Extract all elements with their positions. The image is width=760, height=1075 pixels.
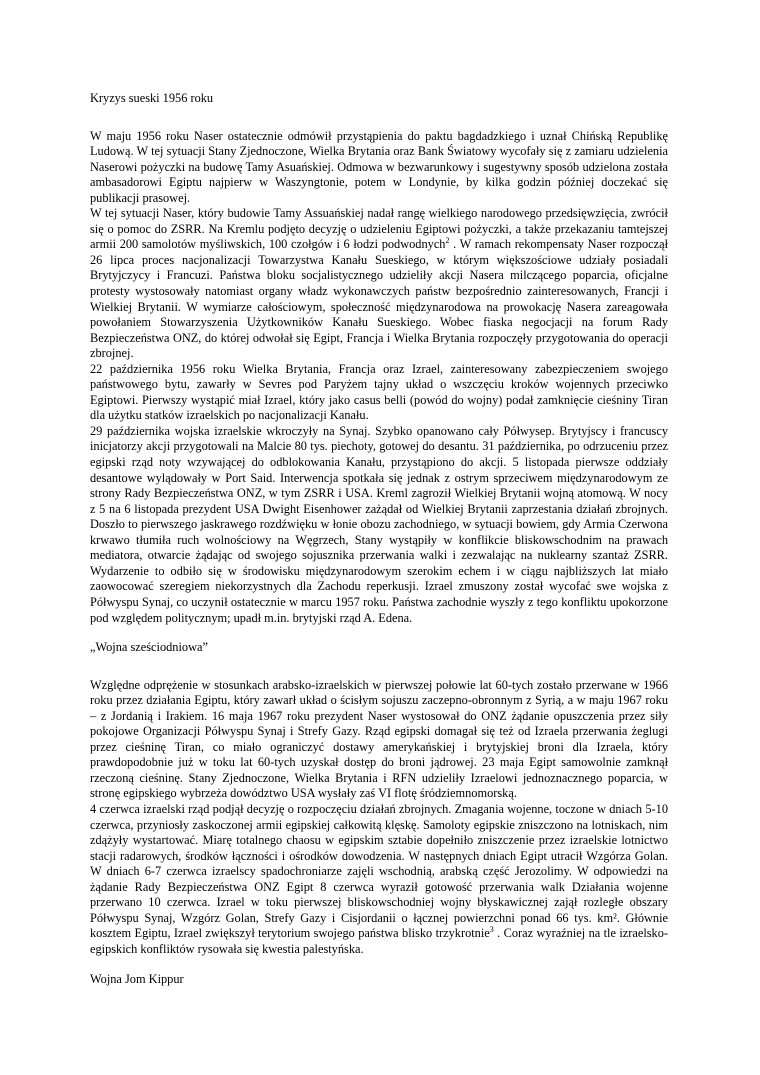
paragraph-text: . W ramach rekompensaty Naser rozpoczął 26 lipca proces nacjonalizacji Towarzystwa Kanału Sueskiego, w którym większościowe udziały posiadali Brytyjczycy i Francuzi. Państwa bloku socjalistycznego udzieliły akcji Nasera milczącego poparcia, oficjalne protesty wystosowały natomiast organy władz wykonawczych państw bezpośrednio zainteresowanych, Francji i Wielkiej Brytanii. W wymiarze całościowym, społeczność międzynarodowa na prowokację Nasera zareagowała powołaniem Stowarzyszenia Użytkowników Kanału Sueskiego. Wobec fiaska negocjacji na forum Rady Bezpieczeństwa ONZ, do której odwołał się Egipt, Francja i Wielka Brytania rozpoczęły przygotowania do operacji zbrojnej. xyxy=(90,237,669,361)
paragraph-text: W tej sytuacji Naser, który budowie Tamy Assuańskiej nadał rangę wielkiego narodowego przedsięwzięcia, zwrócił się o pomoc do ZSRR. Na Kremlu podjęto decyzję o udzieleniu Egiptowi pożyczki, a także przekazaniu tamtejszej armii 200 samolotów myśliwskich, 100 czołgów i 6 łodzi podwodnych xyxy=(90,206,668,252)
paragraph: Względne odprężenie w stosunkach arabsko-izraelskich w pierwszej połowie lat 60-tych zostało przerwane w 1966 roku przez działania Egiptu, który zawarł układ o ścisłym sojuszu zaczepno-obronnym z Syrią, a w maju 1967 roku – z Jordanią i Irakiem. 16 maja 1967 roku prezydent Naser wystosował do ONZ żądanie opuszczenia przez siły pokojowe Organizacji Półwyspu Synaj i Strefy Gazy. Rząd egipski domagał się też od Izraela przerwania żeglugi przez cieśninę Tiran, co miało ograniczyć dostawy amerykańskiej i brytyjskiej broni dla Izraela, który prawdopodobnie już w toku lat 60-tych uzyskał dostęp do broni jądrowej. 23 maja Egipt samowolnie zamknął rzeczoną cieśninę. Stany Zjednoczone, Wielka Brytania i RFN udzieliły Izraelowi jednoznacznego poparcia, w stronę egipskiego wybrzeża dowództwo USA wysłały zaś VI flotę śródziemnomorską. xyxy=(90,677,668,801)
paragraph xyxy=(90,206,668,361)
paragraph: 22 października 1956 roku Wielka Brytania, Francja oraz Izrael, zainteresowany zabezpieczeniem swojego państwowego bytu, zawarły w Sevres pod Paryżem tajny układ o wszczęciu kroków wojennych przeciwko Egiptowi. Pierwszy wystąpić miał Izrael, który jako casus belli (powód do wojny) podał zamknięcie cieśniny Tiran dla użytku statków izraelskich po nacjonalizacji Kanału. xyxy=(90,361,668,423)
section-heading: Wojna Jom Kippur xyxy=(90,972,184,987)
section-heading: „Wojna sześciodniowa” xyxy=(90,640,208,655)
document-title: Kryzys sueski 1956 roku xyxy=(90,91,214,105)
footnote-ref: 3 xyxy=(489,925,494,935)
paragraph: 29 października wojska izraelskie wkroczyły na Synaj. Szybko opanowano cały Półwysep. Brytyjscy i francuscy inicjatorzy akcji przygotowali na Malcie 80 tys. piechoty, gotowej do desantu. 31 października, po odrzuceniu przez egipski rząd noty wzywającej do odblokowania Kanału, przystąpiono do akcji. 5 listopada pierwsze oddziały desantowe wylądowały w Port Said. Interwencja spotkała się jednak z ostrym sprzeciwem międzynarodowym ze strony Rady Bezpieczeństwa ONZ, w tym ZSRR i USA. Kreml zagroził Wielkiej Brytanii wojną atomową. W nocy z 5 na 6 listopada prezydent USA Dwight Eisenhower zażądał od Wielkiej Brytanii zaprzestania działań zbrojnych. Doszło to pierwszego jaskrawego rozdźwięku w łonie obozu zachodniego, w sytuacji bowiem, gdy Armia Czerwona krwawo tłumiła ruch wolnościowy na Węgrzech, Stany wystąpiły w konflikcie bliskowschodnim na prawach mediatora, otwarcie żądając od swojego sojusznika przerwania walki i zezwalając na nuklearny szantaż ZSRR. Wydarzenie to odbiło się w środowisku międzynarodowym szerokim echem i w ciągu najbliższych lat miało zaowocować szeregiem niekorzystnych dla Zachodu reperkusji. Izrael zmuszony został wycofać swe wojska z Półwyspu Synaj, co uczynił ostatecznie w marcu 1957 roku. Państwa zachodnie wyszły z tego konfliktu upokorzone pod względem politycznym; upadł m.in. brytyjski rząd A. Edena. xyxy=(90,423,668,625)
paragraph xyxy=(90,802,668,957)
paragraph: W maju 1956 roku Naser ostatecznie odmówił przystąpienia do paktu bagdadzkiego i uznał Chińską Republikę Ludową. W tej sytuacji Stany Zjednoczone, Wielka Brytania oraz Bank Światowy wycofały się z zamiaru udzielenia Naserowi pożyczki na budowę Tamy Asuańskiej. Odmowa w bezwarunkowy i sugestywny sposób udzielona została ambasadorowi Egiptu najpierw w Waszyngtonie, potem w Londynie, by kilka godzin później doczekać się publikacji prasowej. xyxy=(90,128,668,205)
section-suez xyxy=(90,129,668,627)
footnote-ref: 2 xyxy=(445,236,450,246)
section-six-day-war xyxy=(90,678,668,958)
paragraph-text: . Coraz wyraźniej na tle izraelsko-egipskich konfliktów rysowała się kwestia palestyńska. xyxy=(90,926,669,956)
paragraph-text: 4 czerwca izraelski rząd podjął decyzję o rozpoczęciu działań zbrojnych. Zmagania wojenne, toczone w dniach 5-10 czerwca, przyniosły zaskoczonej armii egipskiej całkowitą klęskę. Samoloty egipskie zniszczono na lotniskach, nim zdążyły wystartować. Miarę totalnego chaosu w egipskim sztabie dopełniło zniszczenie przez izraelskie lotnictwo stacji radarowych, środków łączności i ośrodków dowodzenia. W następnych dniach Egipt utracił Wzgórza Golan. W dniach 6-7 czerwca izraelscy spadochroniarze zajęli wschodnią, arabską część Jerozolimy. W odpowiedzi na żądanie Rady Bezpieczeństwa ONZ Egipt 8 czerwca wyraził gotowość przerwania walk Działania wojenne przerwano 10 czerwca. Izrael w toku pierwszej bliskowschodniej wojny błyskawicznej zajął rozległe obszary Półwyspu Synaj, Wzgórz Golan, Strefy Gazy i Cisjordanii o łącznej powierzchni ponad 66 tys. km². Głównie kosztem Egiptu, Izrael zwiększył terytorium swojego państwa blisko trzykrotnie xyxy=(90,801,668,941)
